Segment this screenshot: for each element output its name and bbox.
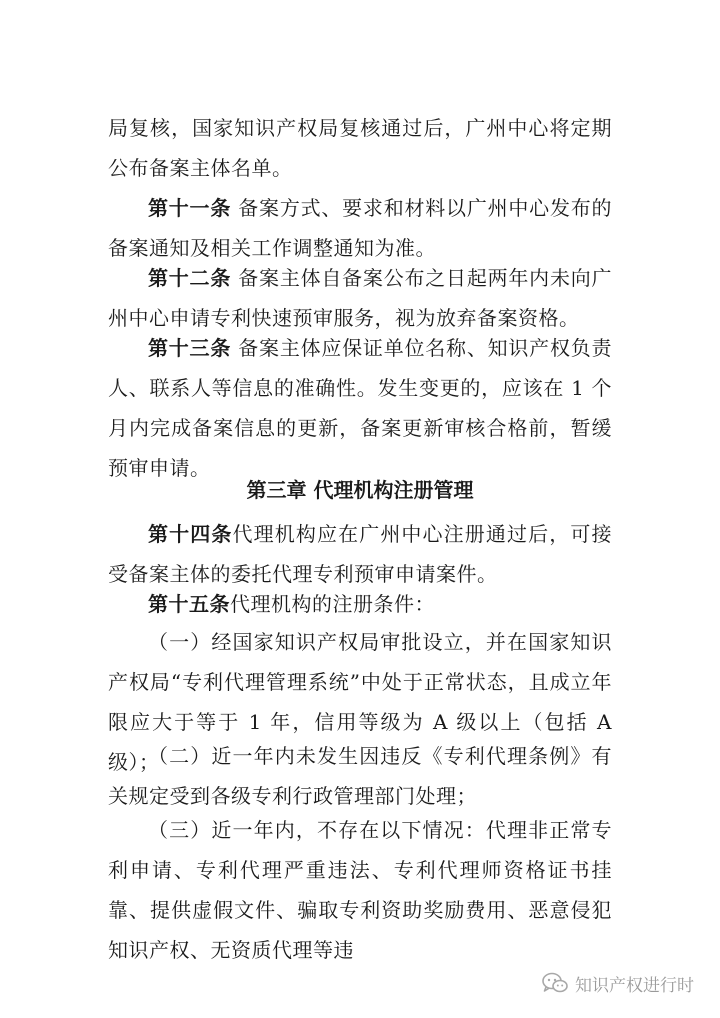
chapter-heading: 第三章 代理机构注册管理 <box>246 478 474 502</box>
article-13 <box>108 328 612 488</box>
paragraph-continuation <box>108 108 612 188</box>
article-label: 第十二条 <box>148 266 232 290</box>
article-12 <box>108 258 612 338</box>
article-label: 第十四条 <box>148 522 233 546</box>
list-item-text: （一）经国家知识产权局审批设立，并在国家知识产权局“专利代理管理系统”中处于正常状态，且成立年限应大于等于 1 年，信用等级为 A 级以上（包括 A 级）； <box>108 630 612 774</box>
article-label: 第十三条 <box>148 336 232 360</box>
article-text: 备案方式、要求和材料以广州中心发布的备案通知及相关工作调整通知为准。 <box>108 196 613 260</box>
list-item-3 <box>108 810 612 970</box>
article-text: 代理机构应在广州中心注册通过后，可接受备案主体的委托代理专利预审申请案件。 <box>108 522 613 586</box>
article-text: 代理机构的注册条件： <box>230 592 435 616</box>
article-label: 第十一条 <box>148 196 232 220</box>
wechat-icon <box>541 971 569 995</box>
paragraph-text: 局复核，国家知识产权局复核通过后，广州中心将定期公布备案主体名单。 <box>108 116 612 180</box>
article-label: 第十五条 <box>148 592 230 616</box>
article-11 <box>108 188 612 268</box>
article-14 <box>108 514 612 594</box>
watermark-text: 知识产权进行时 <box>575 975 694 996</box>
list-item-text: （三）近一年内，不存在以下情况：代理非正常专利申请、专利代理严重违法、专利代理师资格证书挂靠、提供虚假文件、骗取专利资助奖励费用、恶意侵犯知识产权、无资质代理等违 <box>108 818 612 962</box>
list-item-text: （二）近一年内未发生因违反《专利代理条例》有关规定受到各级专利行政管理部门处理； <box>108 744 612 808</box>
list-item-2 <box>108 736 612 816</box>
article-text: 备案主体自备案公布之日起两年内未向广州中心申请专利快速预审服务，视为放弃备案资格。 <box>108 266 613 330</box>
article-15 <box>108 584 612 624</box>
article-text: 备案主体应保证单位名称、知识产权负责人、联系人等信息的准确性。发生变更的，应该在 1 个月内完成备案信息的更新，备案更新审核合格前，暂缓预审申请。 <box>108 336 613 480</box>
watermark <box>541 970 694 996</box>
